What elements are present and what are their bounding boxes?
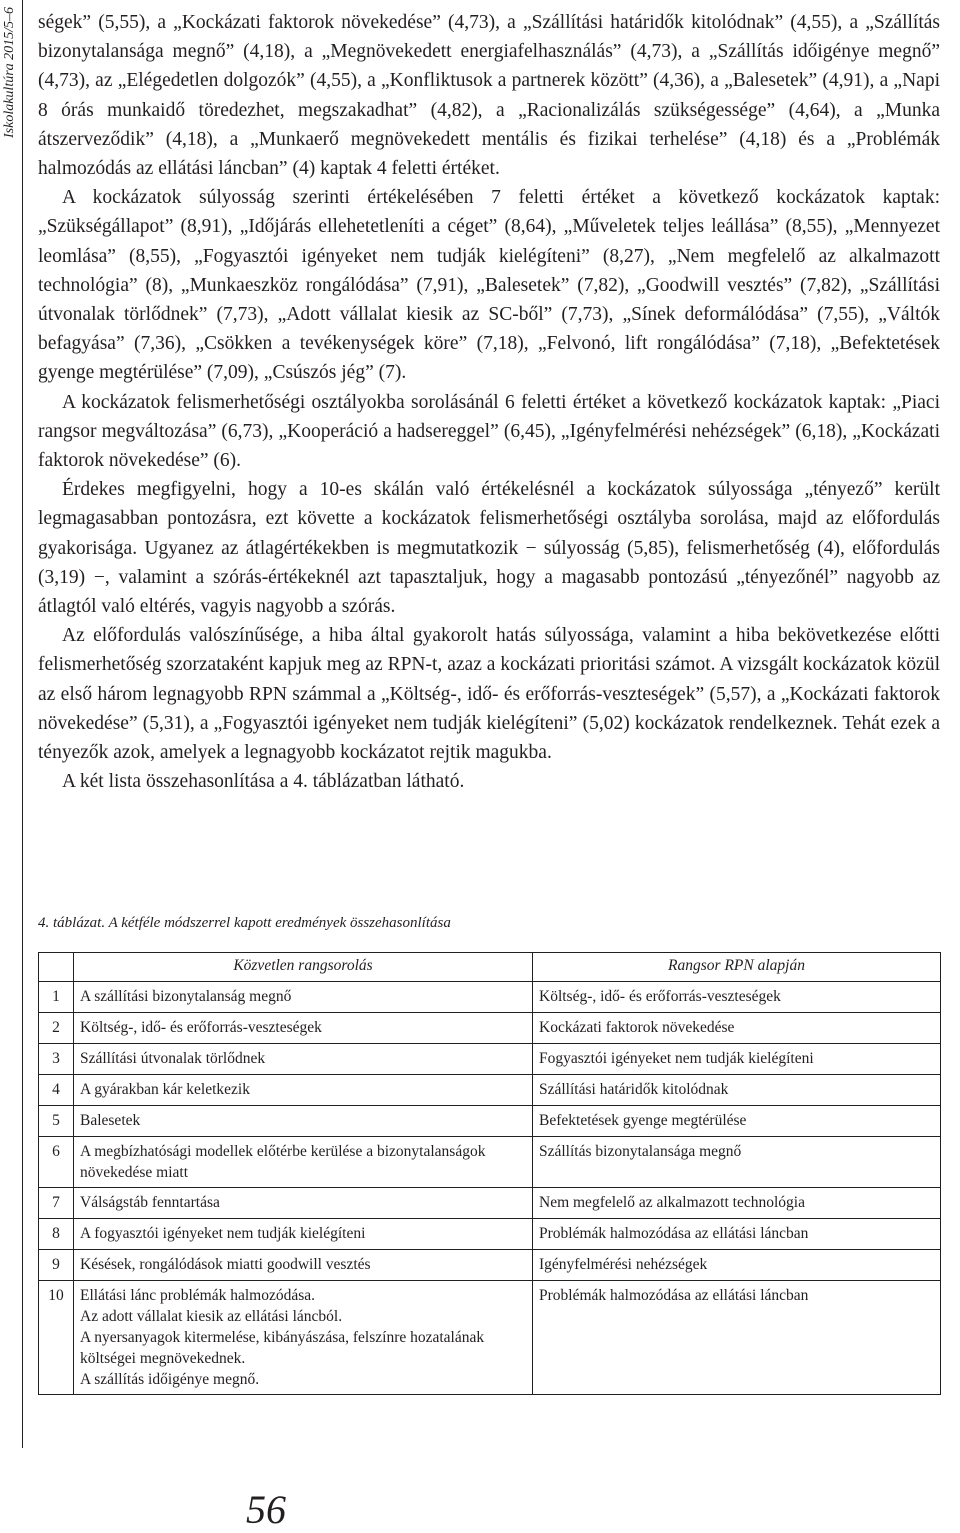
rpn-ranking-cell: Problémák halmozódása az ellátási láncban <box>533 1281 941 1395</box>
cell-text: A gyárakban kár keletkezik <box>80 1081 250 1098</box>
page-number: 56 <box>246 1487 286 1532</box>
rpn-ranking-cell: Kockázati faktorok növekedése <box>533 1013 941 1044</box>
rpn-ranking-cell: Problémák halmozódása az ellátási láncban <box>533 1219 941 1250</box>
article-body <box>38 8 940 796</box>
cell-line: Ellátási lánc problémák halmozódása. <box>80 1287 315 1304</box>
cell-text: Szállítási útvonalak törlődnek <box>80 1050 266 1067</box>
row-number: 8 <box>39 1219 74 1250</box>
table-row <box>39 982 941 1013</box>
cell-text: Balesetek <box>80 1112 141 1129</box>
table-row <box>39 1188 941 1219</box>
direct-ranking-cell <box>74 1106 533 1137</box>
cell-text: A megbízhatósági modellek előtérbe kerülése a bizonytalanságok növekedése miatt <box>80 1143 486 1181</box>
row-number: 6 <box>39 1137 74 1188</box>
rpn-ranking-cell: Fogyasztói igényeket nem tudják kielégíteni <box>533 1044 941 1075</box>
table-row <box>39 1106 941 1137</box>
paragraph: ségek” (5,55), a „Kockázati faktorok növekedése” (4,73), a „Szállítási határidők kitolódnak” (4,55), a „Szállítás bizonytalansága megnő” (4,18), a „Megnövekedett energiafelhasználás” (4,73), a „Szállítás időigénye megnő” (4,73), az „Elégedetlen dolgozók” (4,55), a „Konfliktusok a partnerek között” (4,36), a „Balesetek” (4,91), a „Napi 8 órás munkaidő töredezhet, megszakadhat” (4,82), a „Racionalizálás szükségessége” (4,64), a „Munka átszerveződik” (4,18), a „Munkaerő megnövekedett mentális és fizikai terhelése” (4,18) és a „Problémák halmozódás az ellátási láncban” (4) kaptak 4 feletti értéket. <box>38 12 940 180</box>
cell-line: A szállítás időigénye megnő. <box>80 1371 260 1388</box>
rpn-ranking-cell: Befektetések gyenge megtérülése <box>533 1106 941 1137</box>
cell-text: Késések, rongálódások miatti goodwill vesztés <box>80 1256 371 1273</box>
rpn-ranking-cell: Szállítási határidők kitolódnak <box>533 1075 941 1106</box>
table-row <box>39 1044 941 1075</box>
table-row <box>39 1075 941 1106</box>
rpn-ranking-cell: Igényfelmérési nehézségek <box>533 1250 941 1281</box>
cell-text: A szállítási bizonytalanság megnő <box>80 988 292 1005</box>
row-number: 10 <box>39 1281 74 1395</box>
cell-line: A nyersanyagok kitermelése, kibányászása, felszínre hozatalának költségei megnövekednek. <box>80 1329 485 1367</box>
row-number: 4 <box>39 1075 74 1106</box>
table-row <box>39 1250 941 1281</box>
row-number: 3 <box>39 1044 74 1075</box>
rpn-ranking-cell: Szállítás bizonytalansága megnő <box>533 1137 941 1188</box>
paragraph: A kockázatok súlyosság szerinti értékelésében 7 feletti értéket a következő kockázatok kaptak: „Szükségállapot” (8,91), „Időjárás ellehetetleníti a céget” (8,64), „Műveletek teljes leállása” (8,55), „Mennyezet leomlása” (8,55), „Fogyasztói igényeket nem tudják kielégíteni” (8,27), „Nem megfelelő az alkalmazott technológia” (8), „Munkaeszköz rongálódása” (7,91), „Balesetek” (7,82), „Goodwill vesztés” (7,82), „Szállítási útvonalak törlődnek” (7,73), „Adott vállalat kiesik az SC-ből” (7,73), „Sínek deformálódása” (7,55), „Váltók befagyása” (7,36), „Csökken a tevékenységek köre” (7,18), „Felvonó, lift rongálódása” (7,18), „Befektetések gyenge megtérülése” (7,09), „Csúszós jég” (7). <box>38 187 940 384</box>
cell-text: Válságstáb fenntartása <box>80 1194 220 1211</box>
direct-ranking-cell <box>74 1044 533 1075</box>
margin-rule <box>22 0 23 1448</box>
paragraph: A kockázatok felismerhetőségi osztályokba sorolásánál 6 feletti értéket a következő kockázatok kaptak: „Piaci rangsor megváltozása” (6,73), „Kooperáció a hadsereggel” (6,45), „Igényfelmérési nehézségek” (6,18), „Kockázati faktorok növekedése” (6). <box>38 391 940 472</box>
header-number-column <box>39 953 74 982</box>
paragraph: Az előfordulás valószínűsége, a hiba által gyakorolt hatás súlyossága, valamint a hiba bekövetkezése előtti felismerhetőség szorzataként kapjuk meg az RPN-t, azaz a kockázati prioritási számot. A vizsgált kockázatok közül az első három legnagyobb RPN számmal a „Költség-, idő- és erőforrás-veszteségek” (5,57), a „Kockázati faktorok növekedése” (5,31), a „Fogyasztói igényeket nem tudják kielégíteni” (5,02) kockázatok rendelkeznek. Tehát ezek a tényezők azok, amelyek a legnagyobb kockázatot rejtik magukba. <box>38 625 940 764</box>
direct-ranking-cell <box>74 1075 533 1106</box>
row-number: 9 <box>39 1250 74 1281</box>
row-number: 1 <box>39 982 74 1013</box>
header-rpn-ranking: Rangsor RPN alapján <box>533 953 941 982</box>
table-row <box>39 1137 941 1188</box>
table-caption: 4. táblázat. A kétféle módszerrel kapott eredmények összehasonlítása <box>38 915 451 931</box>
direct-ranking-cell <box>74 1250 533 1281</box>
journal-issue-label: Iskolakultúra 2015/5–6 <box>2 6 17 138</box>
direct-ranking-cell <box>74 1188 533 1219</box>
cell-text: Költség-, idő- és erőforrás-veszteségek <box>80 1019 322 1036</box>
direct-ranking-cell <box>74 1013 533 1044</box>
row-number: 5 <box>39 1106 74 1137</box>
comparison-table <box>38 952 941 1395</box>
direct-ranking-cell <box>74 1137 533 1188</box>
cell-text-group <box>80 1285 500 1390</box>
direct-ranking-cell <box>74 982 533 1013</box>
row-number: 7 <box>39 1188 74 1219</box>
table-header-row <box>39 953 941 982</box>
paragraph: Érdekes megfigyelni, hogy a 10-es skálán való értékelésnél a kockázatok súlyossága „tényező” került legmagasabban pontozásra, ezt követte a kockázatok felismerhetőségi osztályba sorolása, majd az előfordulás gyakorisága. Ugyanez az átlagértékekben is megmutatkozik − súlyosság (5,85), felismerhetőség (4), előfordulás (3,19) −, valamint a szórás-értékeknél azt tapasztaljuk, hogy a magasabb pontozású „tényezőnél” nagyobb az átlagtól való eltérés, vagyis nagyobb a szórás. <box>38 479 940 618</box>
row-number: 2 <box>39 1013 74 1044</box>
cell-line: Az adott vállalat kiesik az ellátási láncból. <box>80 1308 343 1325</box>
table-row <box>39 1219 941 1250</box>
direct-ranking-cell <box>74 1219 533 1250</box>
running-head <box>0 0 20 140</box>
rpn-ranking-cell: Nem megfelelő az alkalmazott technológia <box>533 1188 941 1219</box>
table-row <box>39 1281 941 1395</box>
paragraph: A két lista összehasonlítása a 4. táblázatban látható. <box>62 771 465 793</box>
direct-ranking-cell <box>74 1281 533 1395</box>
cell-text: A fogyasztói igényeket nem tudják kielégíteni <box>80 1225 366 1242</box>
header-direct-ranking: Közvetlen rangsorolás <box>74 953 533 982</box>
table-row <box>39 1013 941 1044</box>
rpn-ranking-cell: Költség-, idő- és erőforrás-veszteségek <box>533 982 941 1013</box>
